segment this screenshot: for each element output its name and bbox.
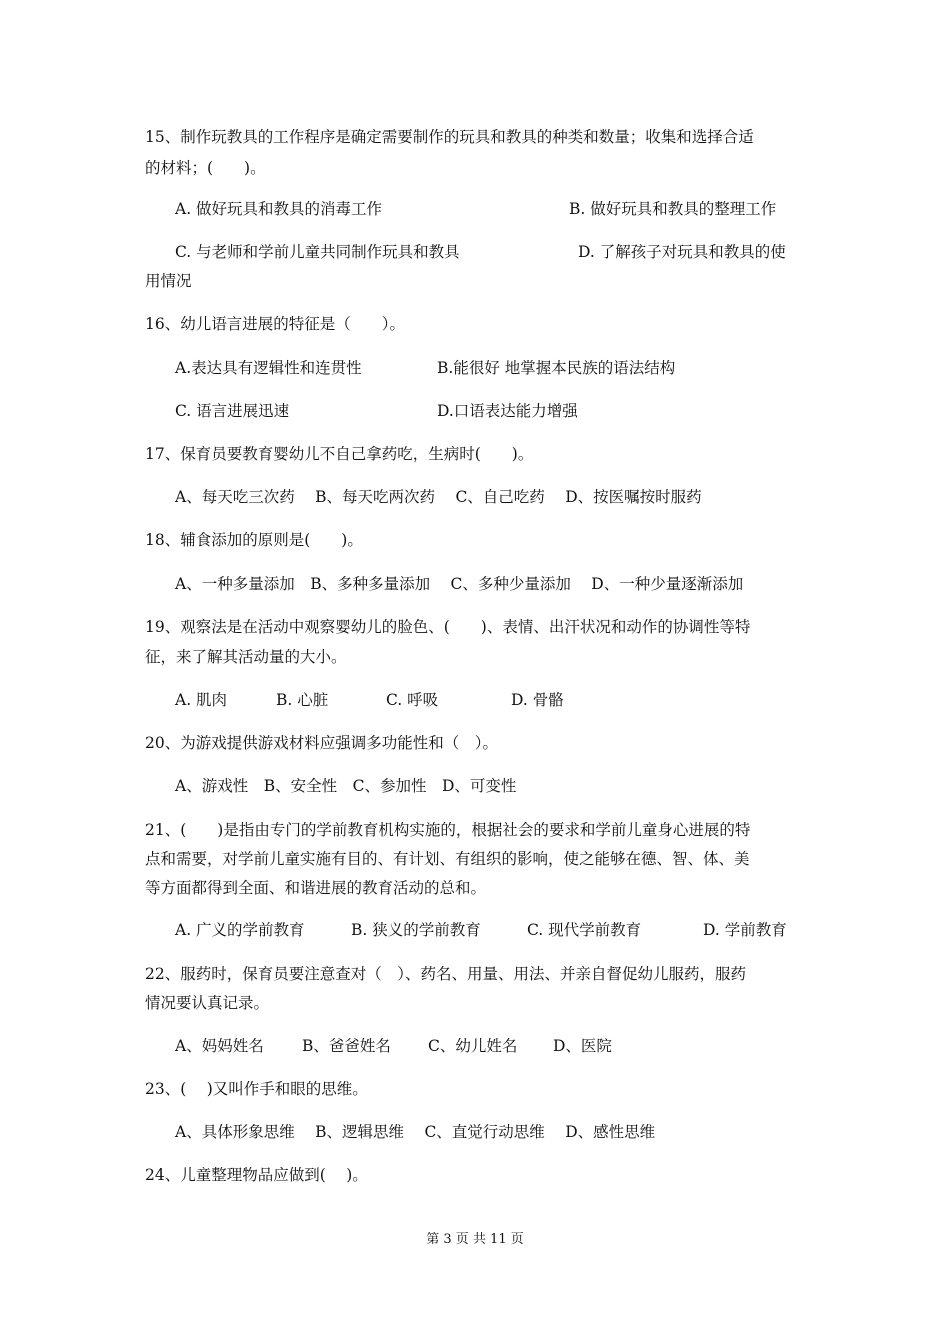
page-number-footer: 第 3 页 共 11 页: [426, 1232, 524, 1247]
q16-option-c: C. 语言进展迅速: [175, 402, 290, 420]
q19-stem-line-2: 征，来了解其活动量的大小。: [145, 648, 347, 666]
q21-stem-line-3: 等方面都得到全面、和谐进展的教育活动的总和。: [145, 879, 487, 897]
q15-stem-line-1: 15、制作玩教具的工作程序是确定需要制作的玩具和教具的种类和数量；收集和选择合适: [145, 128, 754, 146]
q21-option-b: B. 狭义的学前教育: [351, 921, 481, 939]
q20-stem: 20、为游戏提供游戏材料应强调多功能性和（ ）。: [145, 734, 498, 752]
q24-stem: 24、儿童整理物品应做到( )。: [145, 1166, 368, 1184]
q19-option-c: C. 呼吸: [386, 691, 439, 709]
q19-option-a: A. 肌肉: [175, 691, 228, 709]
q18-options: A、一种多量添加 B、多种多量添加 C、多种少量添加 D、一种少量逐渐添加: [175, 575, 744, 593]
q22-option-a: A、妈妈姓名: [175, 1037, 264, 1055]
q15-option-d-continued: 用情况: [145, 272, 192, 290]
q22-stem-line-1: 22、服药时，保育员要注意查对（ ）、药名、用量、用法、并亲自督促幼儿服药，服药: [145, 965, 746, 983]
q23-options: A、具体形象思维 B、逻辑思维 C、直觉行动思维 D、感性思维: [175, 1123, 656, 1141]
q16-option-d: D.口语表达能力增强: [437, 402, 578, 420]
q16-stem: 16、幼儿语言进展的特征是（ ）。: [145, 315, 405, 333]
q16-option-b: B.能很好 地掌握本民族的语法结构: [437, 359, 676, 377]
q15-option-b: B. 做好玩具和教具的整理工作: [569, 200, 777, 218]
q20-options: A、游戏性 B、安全性 C、参加性 D、可变性: [175, 777, 517, 795]
q19-option-d: D. 骨骼: [511, 691, 564, 709]
q21-stem-line-2: 点和需要，对学前儿童实施有目的、有计划、有组织的影响，使之能够在德、智、体、美: [145, 850, 750, 868]
q22-option-b: B、爸爸姓名: [302, 1037, 391, 1055]
q15-stem-line-2: 的材料；( )。: [145, 159, 266, 177]
q15-option-d: D. 了解孩子对玩具和教具的使: [578, 243, 786, 261]
q17-stem: 17、保育员要教育婴幼儿不自己拿药吃，生病时( )。: [145, 445, 534, 463]
q19-stem-line-1: 19、观察法是在活动中观察婴幼儿的脸色、( )、表情、出汗状况和动作的协调性等特: [145, 618, 751, 636]
q22-option-d: D、医院: [553, 1037, 612, 1055]
q15-option-c: C. 与老师和学前儿童共同制作玩具和教具: [175, 243, 460, 261]
q17-options: A、每天吃三次药 B、每天吃两次药 C、自己吃药 D、按医嘱按时服药: [175, 488, 702, 506]
q16-option-a: A.表达具有逻辑性和连贯性: [175, 359, 362, 377]
q19-option-b: B. 心脏: [276, 691, 329, 709]
q21-option-c: C. 现代学前教育: [527, 921, 642, 939]
q23-stem: 23、( )又叫作手和眼的思维。: [145, 1080, 368, 1098]
q22-stem-line-2: 情况要认真记录。: [145, 994, 270, 1012]
q21-option-d: D. 学前教育: [703, 921, 787, 939]
q21-option-a: A. 广义的学前教育: [175, 921, 305, 939]
q21-stem-line-1: 21、( )是指由专门的学前教育机构实施的，根据社会的要求和学前儿童身心进展的特: [145, 821, 751, 839]
q18-stem: 18、辅食添加的原则是( )。: [145, 531, 363, 549]
q15-option-a: A. 做好玩具和教具的消毒工作: [175, 200, 383, 218]
q22-option-c: C、幼儿姓名: [428, 1037, 518, 1055]
